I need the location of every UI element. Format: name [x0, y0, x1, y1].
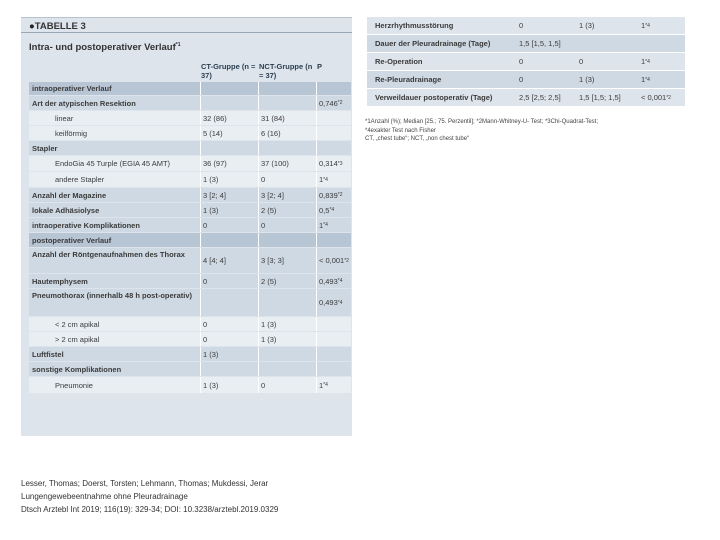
- nct-group-value: 0: [261, 220, 266, 230]
- ct-group-value: 1 (3): [203, 380, 219, 390]
- column-separator: [200, 141, 201, 155]
- table-row: [29, 82, 351, 95]
- column-separator: [316, 362, 317, 376]
- column-separator: [200, 188, 201, 202]
- p-value: [317, 141, 351, 155]
- p-value: 1 *4: [641, 57, 650, 66]
- ct-group-value: 4 [4; 4]: [203, 256, 226, 265]
- p-value: 0,493 *4: [319, 276, 343, 286]
- p-value: < 0,001 *2: [319, 256, 349, 265]
- p-value-text: 1: [641, 57, 646, 66]
- column-separator: [258, 248, 259, 273]
- results-table-left: [21, 17, 352, 436]
- column-separator: [316, 126, 317, 140]
- p-value-text: 0,839: [319, 190, 338, 200]
- nct-group-value: [259, 82, 315, 95]
- table-row: [29, 347, 351, 361]
- nct-group-value: 1 (3): [579, 21, 595, 30]
- nct-group-value: 1 (3): [579, 75, 595, 84]
- ct-group-value: [201, 233, 257, 247]
- row-label: Anzahl der Magazine: [32, 190, 107, 200]
- p-value-text: 1: [319, 220, 324, 230]
- row-label: Herzrhythmusstörung: [375, 21, 454, 30]
- nct-group-value: 6 (16): [261, 128, 281, 138]
- footnote-line: *1Anzahl (%); Median [25.; 75. Perzentil]; *2Mann-Whitney-U- Test; *3Chi-Quadrat-Test;: [365, 119, 598, 125]
- nct-group-value: 0: [261, 380, 266, 390]
- column-separator: [316, 218, 317, 232]
- table-row: [29, 203, 351, 217]
- column-separator: [258, 82, 259, 95]
- nct-group-value: [259, 96, 315, 110]
- table-row: [29, 248, 351, 273]
- ct-group-value: 1 (3): [203, 205, 219, 215]
- p-value-text: 0,746: [319, 98, 338, 108]
- nct-group-value: 0: [579, 57, 584, 66]
- ct-group-value: 1 (3): [203, 175, 219, 184]
- ct-group-value: 1 (3): [203, 349, 219, 359]
- table-row: [29, 289, 351, 316]
- p-value-text: 1: [319, 380, 324, 390]
- nct-group-value: 1 (3): [261, 334, 277, 344]
- column-separator: [316, 377, 317, 393]
- column-separator: [258, 362, 259, 376]
- header-p-value: P: [317, 62, 323, 71]
- ct-group-value: 0: [203, 276, 208, 286]
- nct-group-value: [259, 289, 315, 316]
- row-label: Re-Operation: [375, 57, 423, 66]
- row-label: Dauer der Pleuradrainage (Tage): [375, 39, 491, 48]
- table-footnotes: [365, 118, 695, 144]
- column-separator: [316, 141, 317, 155]
- column-separator: [258, 111, 259, 125]
- column-separator: [200, 96, 201, 110]
- column-separator: [316, 332, 317, 346]
- p-value-text: 0,314: [319, 159, 338, 168]
- column-separator: [316, 156, 317, 171]
- column-separator: [316, 248, 317, 273]
- column-separator: [258, 332, 259, 346]
- column-separator: [200, 82, 201, 95]
- row-label: Art der atypischen Resektion: [32, 98, 136, 108]
- table-row: [29, 218, 351, 232]
- row-label: intraoperativer Verlauf: [32, 84, 112, 93]
- p-value: [317, 82, 351, 95]
- ct-group-value: 2,5 [2,5; 2,5]: [519, 93, 561, 102]
- nct-group-value: 37 (100): [261, 159, 289, 168]
- table-row: [29, 126, 351, 140]
- row-label: andere Stapler: [55, 175, 105, 184]
- column-separator: [258, 317, 259, 331]
- p-value: 1 *4: [319, 380, 328, 390]
- citation-source: Dtsch Arztebl Int 2019; 116(19): 329-34; DOI: 10.3238/arztebl.2019.0329: [21, 505, 279, 514]
- row-label: EndoGia 45 Turple (EGIA 45 AMT): [55, 159, 171, 168]
- column-separator: [200, 172, 201, 187]
- column-separator: [200, 203, 201, 217]
- citation-authors: Lesser, Thomas; Doerst, Torsten; Lehmann, Thomas; Mukdessi, Jerar: [21, 479, 269, 488]
- column-separator: [200, 218, 201, 232]
- ct-group-value: [201, 289, 257, 316]
- ct-group-value: 3 [2; 4]: [203, 190, 226, 200]
- column-separator: [200, 317, 201, 331]
- p-value: [317, 317, 351, 331]
- p-value-text: < 0,001: [641, 93, 667, 102]
- header-ct-group: CT-Gruppe (n = 37): [201, 62, 256, 80]
- p-value: [317, 362, 351, 376]
- row-label: linear: [55, 113, 74, 123]
- nct-group-value: 3 [2; 4]: [261, 190, 284, 200]
- table-row: [29, 317, 351, 331]
- p-value: [641, 35, 685, 52]
- nct-group-value: 1 (3): [261, 319, 277, 329]
- p-value-text: 1: [641, 75, 646, 84]
- nct-group-value: 3 [3; 3]: [261, 256, 284, 265]
- table-row: [367, 89, 685, 106]
- table-row: [29, 362, 351, 376]
- citation: [21, 477, 278, 516]
- nct-group-value: 1,5 [1,5; 1,5]: [579, 93, 621, 102]
- p-value: 0,746 *2: [319, 98, 343, 108]
- column-separator: [258, 233, 259, 247]
- column-separator: [258, 218, 259, 232]
- column-separator: [316, 203, 317, 217]
- p-value: 1 *4: [641, 21, 650, 30]
- table-row: [29, 233, 351, 247]
- column-separator: [200, 126, 201, 140]
- row-label: Re-Pleuradrainage: [375, 75, 442, 84]
- column-separator: [200, 377, 201, 393]
- column-separator: [258, 141, 259, 155]
- column-separator: [258, 274, 259, 288]
- row-label: Pneumothorax (innerhalb 48 h post-operativ): [32, 291, 193, 300]
- table-row: [29, 141, 351, 155]
- p-value: [317, 347, 351, 361]
- ct-group-value: 0: [519, 21, 524, 30]
- p-value-text: 0,493: [319, 298, 338, 307]
- ct-group-value: 0: [519, 57, 524, 66]
- column-separator: [316, 188, 317, 202]
- nct-group-value: [259, 347, 315, 361]
- column-separator: [200, 233, 201, 247]
- results-table-right: [367, 17, 685, 107]
- column-separator: [200, 332, 201, 346]
- p-value-text: 0,493: [319, 276, 338, 286]
- column-separator: [316, 347, 317, 361]
- column-separator: [316, 317, 317, 331]
- table-row: [367, 71, 685, 88]
- row-label: Anzahl der Röntgenaufnahmen des Thorax: [32, 250, 185, 259]
- table-row: [29, 377, 351, 393]
- footnote-line: CT, „chest tube“; NCT, „non chest tube“: [365, 136, 470, 142]
- column-separator: [316, 111, 317, 125]
- column-separator: [200, 347, 201, 361]
- column-separator: [200, 248, 201, 273]
- nct-group-value: [259, 233, 315, 247]
- table-row: [29, 156, 351, 171]
- nct-group-value: [259, 362, 315, 376]
- table-title: Intra- und postoperativer Verlauf$^{*1}$: [29, 41, 181, 53]
- row-label: Luftfistel: [32, 349, 64, 359]
- column-separator: [258, 172, 259, 187]
- ct-group-value: [201, 362, 257, 376]
- row-label: postoperativer Verlauf: [32, 235, 112, 245]
- p-value: 0,5 *4: [319, 205, 335, 215]
- ct-group-value: 0: [519, 75, 524, 84]
- nct-group-value: 2 (5): [261, 276, 277, 286]
- row-label: Pneumonie: [55, 380, 93, 390]
- ct-group-value: 0: [203, 220, 208, 230]
- column-separator: [316, 274, 317, 288]
- p-value: 1 *4: [319, 220, 328, 230]
- table-row: [367, 53, 685, 70]
- row-label: < 2 cm apikal: [55, 319, 100, 329]
- p-value: < 0,001 *2: [641, 93, 671, 102]
- ct-group-value: [201, 96, 257, 110]
- citation-title: Lungengewebeentnahme ohne Pleuradrainage: [21, 492, 188, 501]
- row-label: lokale Adhäsiolyse: [32, 205, 100, 215]
- ct-group-value: 36 (97): [203, 159, 227, 168]
- row-label: keilförmig: [55, 128, 88, 138]
- p-value-text: 1: [319, 175, 324, 184]
- table-label: ●TABELLE 3: [29, 21, 86, 32]
- p-value: [317, 126, 351, 140]
- column-separator: [316, 96, 317, 110]
- column-separator: [316, 289, 317, 316]
- column-separator: [258, 156, 259, 171]
- column-separator: [258, 96, 259, 110]
- column-separator: [316, 233, 317, 247]
- column-separator: [258, 289, 259, 316]
- p-value-text: < 0,001: [319, 256, 345, 265]
- column-separator: [258, 347, 259, 361]
- ct-group-value: 32 (86): [203, 113, 227, 123]
- p-value: 1 *4: [319, 175, 328, 184]
- footnote-line: *4exakter Test nach Fisher: [365, 127, 436, 134]
- row-label: > 2 cm apikal: [55, 334, 100, 344]
- row-label: Verweildauer postoperativ (Tage): [375, 93, 493, 102]
- p-value: 0,493 *4: [319, 298, 343, 307]
- ct-group-value: 0: [203, 319, 208, 329]
- p-value-text: 1: [641, 21, 646, 30]
- column-separator: [200, 156, 201, 171]
- table-row: [29, 172, 351, 187]
- p-value: 0,314 *3: [319, 159, 343, 168]
- row-label: sonstige Komplikationen: [32, 364, 122, 374]
- p-value: 1 *4: [641, 75, 650, 84]
- p-value: [317, 233, 351, 247]
- nct-group-value: 2 (5): [261, 205, 277, 215]
- row-label: Stapler: [32, 143, 58, 153]
- p-value: 0,839 *2: [319, 190, 343, 200]
- nct-group-value: 31 (84): [261, 113, 285, 123]
- bullet-icon: ●: [29, 21, 35, 32]
- column-separator: [316, 82, 317, 95]
- ct-group-value: [201, 82, 257, 95]
- table-row: [29, 274, 351, 288]
- ct-group-value: 0: [203, 334, 208, 344]
- column-separator: [200, 274, 201, 288]
- header-nct-group: NCT-Gruppe (n = 37): [259, 62, 313, 80]
- column-separator: [200, 111, 201, 125]
- column-separator: [200, 362, 201, 376]
- p-value: [317, 332, 351, 346]
- column-separator: [258, 377, 259, 393]
- table-row: [29, 188, 351, 202]
- row-label: intraoperative Komplikationen: [32, 220, 140, 230]
- column-separator: [258, 203, 259, 217]
- row-divider: [367, 106, 685, 107]
- nct-group-value: [579, 35, 637, 52]
- p-value-text: 0,5: [319, 205, 330, 215]
- p-value: [317, 111, 351, 125]
- table-row: [29, 332, 351, 346]
- nct-group-value: [259, 141, 315, 155]
- column-separator: [316, 172, 317, 187]
- column-separator: [258, 126, 259, 140]
- column-separator: [200, 289, 201, 316]
- row-label: Hautemphysem: [32, 276, 88, 286]
- nct-group-value: 0: [261, 175, 266, 184]
- table-row: [367, 17, 685, 34]
- column-separator: [258, 188, 259, 202]
- table-row: [29, 96, 351, 110]
- ct-group-value: 1,5 [1,5, 1,5]: [519, 39, 561, 48]
- ct-group-value: [201, 141, 257, 155]
- divider: [21, 32, 352, 33]
- table-row: [29, 111, 351, 125]
- ct-group-value: 5 (14): [203, 128, 223, 138]
- table-row: [367, 35, 685, 52]
